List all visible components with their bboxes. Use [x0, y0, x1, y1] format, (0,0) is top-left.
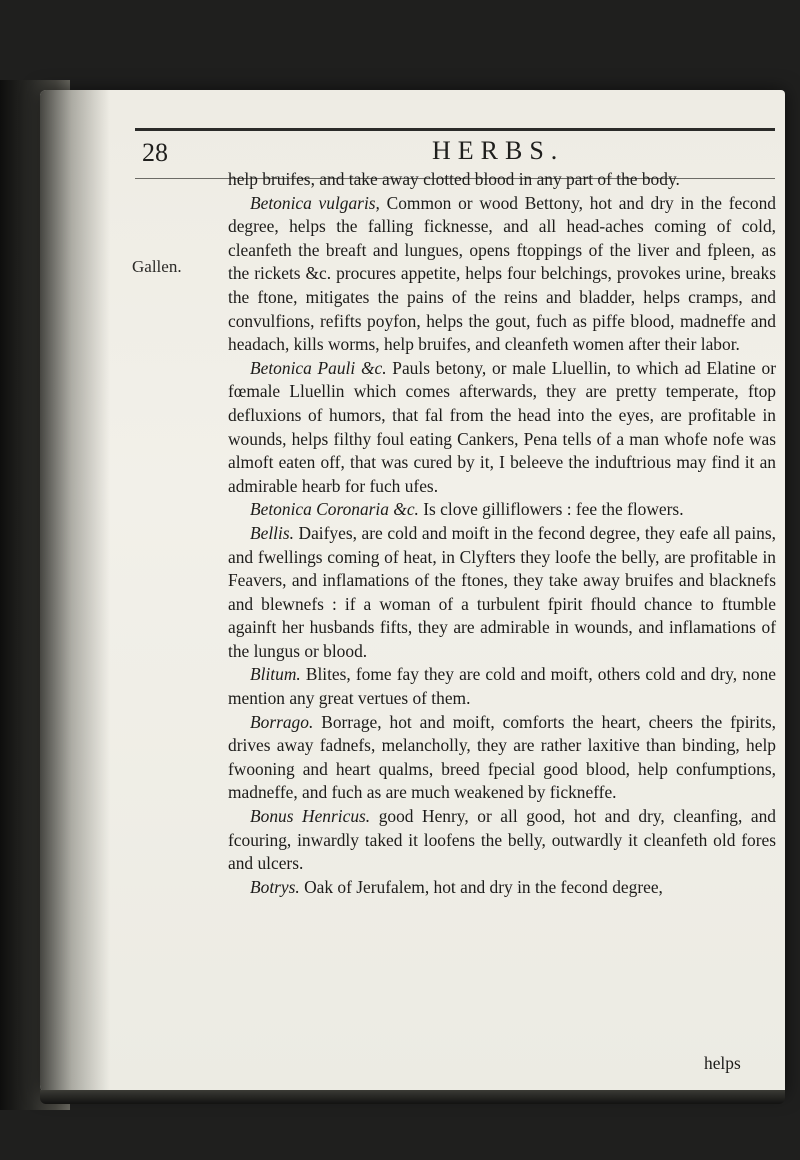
paragraph — [228, 168, 776, 192]
herb-name: Betonica Pauli &c. — [250, 357, 387, 378]
paragraph-text: Daifyes, are cold and moift in the fecond degree, they eafe all pains, and fwellings coming of heat, in Clyfters they loofe the belly, are profitable in Feavers, and inflamations of the ftones, they take away bruifes and blacknefs and blewnefs : if a woman of a turbulent fpirit fhould chance to ftumble againft her husbands fifts, they are admirable in wounds, and inflamations of the lungus or blood. — [228, 522, 776, 661]
herb-name: Blitum. — [250, 664, 301, 685]
body-text — [228, 168, 776, 899]
header-rule-top — [135, 128, 775, 131]
gutter-shadow — [40, 90, 110, 1095]
paragraph-text: Pauls betony, or male Lluellin, to which ad Elatine or fœmale Lluellin which comes afterwards, they are pretty temperate, ftop defluxions of humors, that fal from the head into the eyes, are profitable in wounds, helps filthy foul eating Cankers, Pena tells of a man whofe nofe was almoft eaten off, that was cured by it, I beleeve the induftrious may find it an admirable hearb for fuch ufes. — [228, 357, 776, 496]
paragraph — [228, 876, 776, 900]
book-page — [40, 90, 785, 1095]
page-number: 28 — [142, 138, 168, 167]
herb-name: Betonica vulgaris, — [250, 192, 380, 213]
herb-name: Borrago. — [250, 711, 314, 732]
paragraph — [228, 711, 776, 805]
herb-name: Bellis. — [250, 522, 294, 543]
paragraph-text: good Henry, or all good, hot and dry, cleanfing, and fcouring, inwardly taked it loofens the belly, outwardly it cleanfeth old fores and ulcers. — [228, 806, 776, 874]
page-bottom-edge — [40, 1090, 785, 1104]
paragraph — [228, 192, 776, 357]
paragraph — [228, 522, 776, 664]
catchword: helps — [704, 1053, 741, 1073]
paragraph-text: Oak of Jerufalem, hot and dry in the fecond degree, — [299, 876, 663, 897]
herb-name: Botrys. — [250, 876, 300, 897]
herb-name: Betonica Coronaria &c. — [250, 499, 419, 520]
margin-note: Gallen. — [132, 257, 182, 276]
paragraph-text: Common or wood Bettony, hot and dry in the fecond degree, helps the falling ficknesse, and all head-aches coming of cold, cleanfeth the breaft and lungues, opens ftoppings of the liver and fpleen, as the rickets &c. procures appetite, helps four belchings, provokes urine, breaks the ftone, mitigates the pains of the reins and bladder, helps cramps, and convulfions, refifts poyfon, helps the gout, fuch as piffe blood, madneffe and headach, kills worms, help bruifes, and cleanfeth women after their labor. — [228, 192, 777, 355]
paragraph — [228, 357, 776, 499]
paragraph — [228, 663, 776, 710]
paragraph-text: Borrage, hot and moift, comforts the heart, cheers the fpirits, drives away fadnefs, melancholly, they are rather laxitive than binding, help fwooning and heart qualms, breed fpecial good blood, help confumptions, madneffe, and fuch as are much weakened by fickneffe. — [228, 711, 776, 803]
paragraph-text: Blites, fome fay they are cold and moift, others cold and dry, none mention any great vertues of them. — [228, 664, 776, 709]
running-title: HERBS. — [432, 136, 565, 165]
paragraph-text: help bruifes, and take away clotted blood in any part of the body. — [228, 169, 680, 189]
paragraph — [228, 498, 776, 522]
herb-name: Bonus Henricus. — [250, 806, 371, 827]
paragraph-text: Is clove gilliflowers : fee the flowers. — [418, 499, 684, 520]
paragraph — [228, 805, 776, 876]
